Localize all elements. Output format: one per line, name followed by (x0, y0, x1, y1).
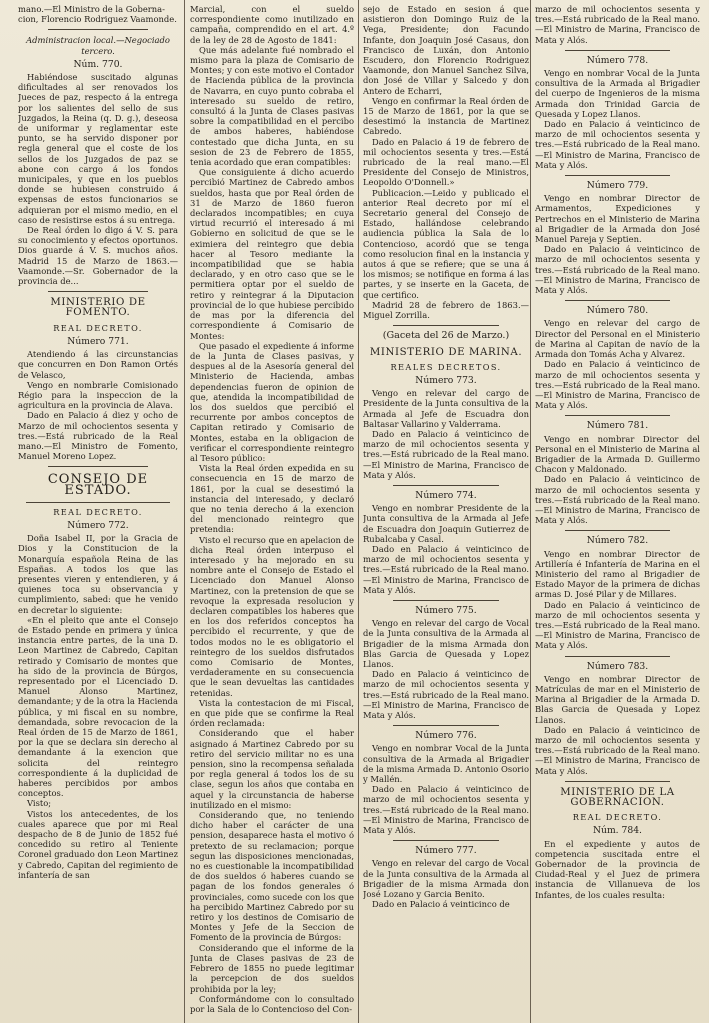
paragraph: Vistos los antecedentes, de los cuales aparece que por mi Real despacho de 8 de Junio de 1852 fué concedido su retiro al Teniente Coronel graduado don Leon Martinez y Cabredo, Capitan del regimiento de infantería de san (18, 808, 178, 880)
decree-heading: REALES DECRETOS. (390, 361, 502, 372)
decree-number: Número 777. (415, 845, 477, 857)
continued-signature-2: cion, Florencio Rodriguez Vaamonde. (18, 14, 177, 25)
column-1 (18, 4, 178, 1023)
decree-number: Número 783. (586, 660, 649, 672)
paragraph: Vengo en relevar del cargo de Vocal de la Junta consultiva de la Armada al Brigadier de la misma Armada don José Lozano y Garcia Benito. (363, 858, 529, 900)
divider (26, 502, 170, 503)
paragraph: Vista la Real órden expedida en su consecuencia en 15 de marzo de 1861, por la cual se desestimó la instancia del interesado, y declaró que no tenia derecho á la exencion del mencionado reintegro que pretendia: (190, 463, 354, 535)
paragraph: Vengo en relevar del cargo de Vocal de la Junta consultiva de la Armada al Brigadier de la misma Armada don Blas Garcia de Quesada y Lopez Llanos. (363, 618, 529, 669)
paragraph: Vengo en nombrar Director de Artillería é Infantería de Marina en el Ministerio del ramo al Brigadier de Estado Mayor de la primera de dichas armas D. José Pilar y de Millares. (535, 548, 700, 600)
paragraph: De Real órden lo digo á V. S. para su conocimiento y efectos oportunos. Dios guarde á V. S. muchos años. Madrid 15 de Marzo de 1863.—Vaamonde.—Sr. Gobernador de la provincia de... (18, 225, 178, 287)
paragraph: Dado en Palacio á veinticinco de marzo de mil ochocientos sesenta y tres.—Está rubricado de la Real mano.—El Ministro de Marina, Francisco de Mata y Alós. (535, 119, 700, 170)
paragraph: Madrid 28 de febrero de 1863.— Miguel Zorrilla. (363, 299, 529, 321)
paragraph: Vengo en nombrar Presidente de la Junta consultiva de la Armada al Jefe de Escuadra don Joaquin Gutierrez de Rubalcaba y Casal. (363, 503, 529, 544)
continued-signature: mano.—El Ministro de la Goberna- (18, 4, 165, 14)
paragraph: Dado en Palacio á veinticinco de marzo de mil ochocientos sesenta y tres.—Está rubricado de la Real mano.—El Ministro de Marina, Francisco de Mata y Alós. (535, 244, 700, 296)
paragraph: Vengo en nombrar Vocal de la Junta consultiva de la Armada al Brigadier de la misma Armada D. Antonio Osorio y Mallén. (363, 743, 529, 785)
ministry-title-fomento: MINISTERIO DE FOMENTO. (50, 297, 146, 319)
decree-heading: REAL DECRETO. (572, 812, 663, 823)
paragraph: Vengo en relevar del cargo de Presidente de la Junta consultiva de la Armada al Jefe de Escuadra don Baltasar Vallarino y Valderrama. (363, 388, 529, 429)
paragraph: Atendiendo á las circunstancias que concurren en Don Ramon Ortés de Velasco, (18, 349, 178, 380)
decree-number: Número 776. (415, 730, 477, 742)
paragraph: Vengo en confirmar la Real órden de 15 de Marzo de 1861, por la que se desestimó la instancia de Martinez Cabredo. (363, 95, 529, 137)
divider (565, 175, 670, 176)
divider (565, 300, 670, 301)
paragraph: Dado en Palacio á veinticinco de marzo de mil ochocientos sesenta y tres.—Está rubricado de la Real mano.—El Ministro de Marina, Francisco de Mata y Alós. (363, 784, 529, 836)
decree-number: Número 780. (586, 305, 649, 317)
column-rule (530, 0, 531, 1023)
column-rule (184, 0, 185, 1023)
paragraph: Dado en Palacio á 19 de febrero de mil ochocientos sesenta y tres.—Está rubricado de la real mano.—El Presidente del Consejo de Ministros, Leopoldo O'Donnell.» (363, 136, 529, 188)
divider (565, 50, 670, 51)
paragraph: Vengo en nombrarle Comisionado Régio para la inspeccion de la agricultura en la provincia de Alava. (18, 379, 178, 411)
decree-number: Número 781. (586, 420, 649, 432)
paragraph: Dado en Palacio á veinticinco de marzo de mil ochocientos sesenta y tres.—Está rubricado de la Real mano.—El Ministro de Marina, Francisco de Mata y Alós. (535, 724, 700, 776)
divider (565, 656, 670, 657)
paragraph: Visto el recurso que en apelacion de dicha Real órden interpuso el interesado y ha mejorado en su nombre ante el Consejo de Estado el Licenciado don Manuel Alonso Martinez, con la pretension de que se revoque la expresada resolucion y declaren compatibles los haberes que en los dos referidos conceptos ha percibido el recurrente, y que de todos modos no le es obligatorio el reintegro de los sueldos disfrutados como Comisario de Montes, verdaderamente en su consecuencia que le sean devueltas las cantidades retenidas. (190, 534, 354, 698)
divider (48, 29, 148, 30)
ministry-title-marina: MINISTERIO DE MARINA. (369, 346, 523, 358)
paragraph: Considerando que el informe de la Junta de Clases pasivas de 23 de Febrero de 1855 no puede legitimar la percepcion de dos sueldos prohibida por la ley; (190, 942, 354, 994)
decree-number: Núm. 784. (593, 825, 642, 837)
paragraph: marzo de mil ochocientos sesenta y tres.—Está rubricado de la Real mano.—El Ministro de Marina, Francisco de Mata y Alós. (535, 4, 700, 45)
paragraph: Dado en Palacio á veinticinco de marzo de mil ochocientos sesenta y tres.—Está rubricado de la Real mano.—El Ministro de Marina, Francisco de Mata y Alós. (535, 359, 700, 411)
paragraph: Vengo en nombrar Vocal de la Junta consultiva de la Armada al Brigadier del cuerpo de Ingenieros de la misma Armada don Trinidad Garcia de Quesada y Lopez Llanos. (535, 68, 700, 119)
paragraph: Dado en Palacio á veinticinco de (372, 899, 510, 910)
paragraph: Vengo en relevar del cargo de Director del Personal en el Ministerio de Marina al Capitan de navío de la Armada don Tomás Acha y Alvarez. (535, 318, 700, 360)
decree-heading: REAL DECRETO. (53, 322, 143, 333)
column-4 (535, 4, 700, 1023)
paragraph: Dado en Palacio á diez y ocho de Marzo de mil ochocientos sesenta y tres.—Está rubricado de la Real mano.—El Ministro de Fomento, Manuel Moreno Lopez. (18, 410, 178, 462)
decree-number: Número 782. (586, 535, 649, 547)
paragraph: En el expediente y autos de competencia suscitada entre el Gobernador de la provincia de Ciudad-Real y el Juez de primera instancia de Villanueva de los Infantes, de los cuales resulta: (535, 838, 700, 900)
paragraph: Que pasado el expediente á informe de la Junta de Clases pasivas, y despues al de la Asesoría general del Ministerio de Hacienda, ambas dependencias fueron de opinion de que, atendida la incompatibilidad de los dos sueldos que percibió el recurrente por ambos conceptos de Capitan retirado y Comisario de Montes, estaba en la obligacion de verificar el correspondiente reintegro al Tesoro público: (190, 340, 354, 463)
paragraph: Vengo en nombrar Director de Armamentos, Expediciones y Pertrechos en el Ministerio de Marina al Brigadier de la Armada don José Manuel Pareja y Septien. (535, 193, 700, 245)
column-2 (190, 4, 354, 1023)
paragraph: Dado en Palacio á veinticinco de marzo de mil ochocientos sesenta y tres.—Está rubricado de la Real mano.—El Ministro de Marina, Francisco de Mata y Alós. (535, 474, 700, 526)
paragraph: «En el pleito que ante el Consejo de Estado pende en primera y única instancia entre partes, de la una D. Leon Martinez de Cabredo, Capitan retirado y Comisario de montes que ha sido de la provincia de Búrgos, representado por el Licenciado D. Manuel Alonso Martinez, demandante; y de la otra la Hacienda pública, y mi fiscal en su nombre, demandada, sobre revocacion de la Real órden de 15 de Marzo de 1861, por la que se declara sin derecho al demandante á la exencion que solicita del reintegro correspondiente á la duplicidad de haberes percibidos por ambos conceptos. (18, 614, 178, 799)
decree-number: Número 779. (586, 180, 649, 192)
paragraph: Que más adelante fué nombrado el mismo para la plaza de Comisario de Montes; y con este motivo el Contador de Hacienda pública de la provincia de Navarra, en cuyo punto cobraba el interesado su sueldo de retiro, consultó á la Junta de Clases pasivas sobre la compatibilidad en el percibo de ambos haberes, habiéndose contestado que dicha Junta, en su sesion de 23 de Febrero de 1855, tenia acordado que eran compatibles: (190, 44, 354, 168)
paragraph: Visto; (27, 798, 52, 809)
divider (565, 781, 670, 782)
section-title-consejo: CONSEJO DE ESTADO. (47, 472, 149, 498)
column-rule (358, 0, 359, 1023)
paragraph: Publicacion.—Leido y publicado el anterior Real decreto por mí el Secretario general del Consejo de Estado, hallándose celebrando audiencia pública la Sala de lo Contencioso, acordó que se tenga como resolucion final en la instancia y autos á que se refiere; que se una á los mismos; se notifique en forma á las partes, y se inserte en la Gaceta, de que certifico. (363, 187, 529, 300)
divider (48, 291, 148, 292)
divider (393, 325, 499, 326)
paragraph: Marcial, con el sueldo correspondiente como inutilizado en campaña, comprendido en el art. 4.º de la ley de 28 de Agosto de 1841: (190, 4, 354, 45)
paragraph: Conformándome con lo consultado por la Sala de lo Contencioso del Con- (190, 993, 354, 1014)
paragraph: Dado en Palacio á veinticinco de marzo de mil ochocientos sesenta y tres.—Está rubricado de la Real mano.—El Ministro de Marina, Francisco de Mata y Alós. (363, 543, 529, 595)
divider (393, 485, 499, 486)
decree-number: Número 778. (586, 54, 649, 66)
paragraph: Vengo en nombrar Director de Matrículas de mar en el Ministerio de Marina al Brigadier de la Armada D. Blas Garcia de Quesada y Lopez Llanos. (535, 673, 700, 725)
divider (565, 415, 670, 416)
paragraph: Que consiguiente á dicho acuerdo percibió Martinez de Cabredo ambos sueldos, hasta que por Real órden de 31 de Marzo de 1860 fueron declarados incompatibles; en cuya virtud recurrió el interesado á mi Gobierno en solicitud de que se le eximiera del reintegro que debia hacer al Tesoro mediante la incompatibilidad que se habia declarado, y en otro caso que se le permitiera optar por el sueldo de retiro y reintegrar á la Diputacion provincial de lo que hubiese percibido de mas por la diferencia del correspondiente á Comisario de Montes: (190, 167, 354, 341)
paragraph: Considerando que, no teniendo dicho haber el carácter de una pension, desaparece hasta el motivo ó pretexto de su reclamacion; porque segun las disposiciones mencionadas, no es cuestionable la incompatibilidad de dos sueldos ó haberes cuando se pagan de los fondos generales ó provinciales, como sucede con los que ha percibido Martinez Cabredo por su retiro y los destinos de Comisario de Montes y Jefe de la Seccion de Fomento de la provincia de Búrgos: (190, 810, 354, 943)
decree-number: Número 775. (415, 604, 477, 616)
paragraph: Considerando que el haber asignado á Martinez Cabredo por su retiro del servicio militar no es una pension, sino la recompensa señalada por regla general á todos los de su clase, segun los años que contaba en aquel y la circunstancia de haberse inutilizado en el mismo: (190, 728, 354, 810)
divider (48, 466, 148, 467)
decree-number: Número 772. (67, 519, 129, 531)
section-title-admin: Administracion local.—Negociado tercero. (26, 35, 170, 56)
decree-heading: REAL DECRETO. (53, 506, 143, 517)
decree-number: Número 773. (415, 374, 477, 386)
paragraph: Dado en Palacio á veinticinco de marzo de mil ochocientos sesenta y tres.—Está rubricado de la Real mano.—El Ministro de Marina, Francisco de Mata y Alós. (363, 669, 529, 720)
divider (393, 600, 499, 601)
decree-number: Número 774. (415, 489, 477, 501)
paragraph: Vista la contestacion de mi Fiscal, en que pide que se confirme la Real órden reclamada: (190, 697, 354, 729)
paragraph: Habiéndose suscitado algunas dificultades al ser renovados los Jueces de paz, respecto á la entrega por los salientes del sello de sus Juzgados, la Reina (q. D. g.), deseosa de uniformar y reglamentar este punto, se ha servido disponer por regla general que el coste de los sellos de los Juzgados de paz se abone con cargo á los fondos municipales, y que en los pueblos donde se hubiesen construido á expensas de estos funcionarios se adquieran por el mismo medio, en el caso de resistirse estos á su entrega. (18, 72, 178, 225)
paragraph: Dado en Palacio á veinticinco de marzo de mil ochocientos sesenta y tres.—Está rubricado de la Real mano.—El Ministro de Marina, Francisco de Mata y Alós. (363, 428, 529, 480)
decree-number: Núm. 770. (73, 58, 123, 70)
paragraph: Vengo en nombrar Director del Personal en el Ministerio de Marina al Brigadier de la Armada D. Guillermo Chacon y Maldonado. (535, 433, 700, 475)
paragraph: Dado en Palacio á veinticinco de marzo de mil ochocientos sesenta y tres.—Está rubricado de la Real mano.—El Ministro de Marina, Francisco de Mata y Alós. (535, 599, 700, 651)
divider (393, 725, 499, 726)
decree-number: Número 771. (67, 335, 129, 347)
paragraph: sejo de Estado en sesion á que asistieron don Domingo Ruiz de la Vega, Presidente; don Facundo Infante, don Joaquin José Casaus, don Francisco de Luxán, don Antonio Escudero, don Florencio Rodriguez Vaamonde, don Manuel Sanchez Silva, don José de Villar y Salcedo y don Antero de Echarri, (363, 4, 529, 96)
divider (393, 840, 499, 841)
column-3 (363, 4, 529, 1023)
divider (565, 530, 670, 531)
paragraph: Doña Isabel II, por la Gracia de Dios y la Constitucion de la Monarquía española Reina de las Españas. A todos los que las presentes vieren y entendieren, y á quienes toca su observancia y cumplimiento, sabed: que he venido en decretar lo siguiente: (18, 533, 178, 615)
gaceta-date: (Gaceta del 26 de Marzo.) (382, 330, 510, 342)
ministry-title-gobernacion: MINISTERIO DE LA GOBERNACION. (560, 786, 675, 809)
